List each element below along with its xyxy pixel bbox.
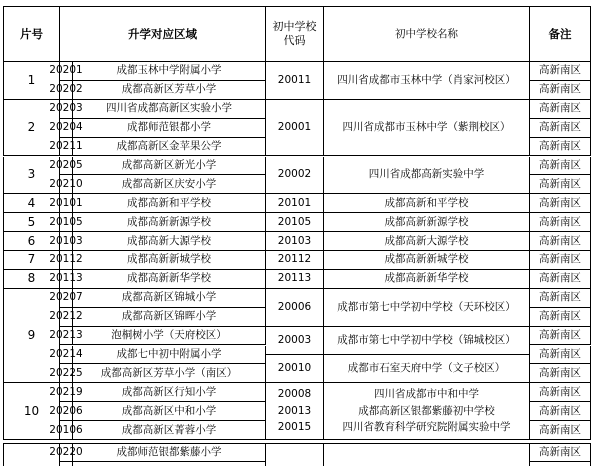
primary-code-cell: 20201 bbox=[60, 62, 73, 81]
primary-name-cell: 成都高新区中和小学 bbox=[73, 402, 266, 421]
primary-name-cell: 成都高新新城学校 bbox=[73, 251, 266, 270]
note-cell: 高新南区 bbox=[530, 421, 591, 440]
middle-school-code-cell: 20001 bbox=[266, 100, 324, 157]
primary-code-cell: 20206 bbox=[60, 402, 73, 421]
note-cell: 高新南区 bbox=[530, 251, 591, 270]
seq-cell: 10 bbox=[3, 383, 60, 440]
primary-code-cell: 20207 bbox=[60, 289, 73, 308]
note-cell: 高新南区 bbox=[530, 308, 591, 327]
middle-school-code-cell: 20003 bbox=[266, 327, 324, 355]
primary-code-cell: 20225 bbox=[60, 364, 73, 383]
note-cell: 高新南区 bbox=[530, 327, 591, 346]
note-cell: 高新南区 bbox=[530, 289, 591, 308]
middle-school-name-cell: 成都高新和平学校 bbox=[324, 194, 530, 213]
primary-code-cell: 20112 bbox=[60, 251, 73, 270]
primary-name-cell: 成都高新区庆安小学 bbox=[73, 175, 266, 194]
note-cell: 高新南区 bbox=[530, 270, 591, 289]
primary-code-cell: 20211 bbox=[60, 138, 73, 157]
primary-name-cell: 成都高新区新光小学 bbox=[73, 157, 266, 176]
note-cell: 高新南区 bbox=[530, 138, 591, 157]
middle-school-name-cell: 成都高新大源学校 bbox=[324, 232, 530, 251]
middle-school-name-cell bbox=[324, 443, 530, 466]
primary-code-cell: 20210 bbox=[60, 175, 73, 194]
note-cell: 高新南区 bbox=[530, 119, 591, 138]
note-cell: 高新南区 bbox=[530, 346, 591, 365]
middle-school-name-cell: 成都高新新城学校 bbox=[324, 251, 530, 270]
primary-code-cell: 20202 bbox=[60, 81, 73, 100]
header-note: 备注 bbox=[530, 6, 591, 62]
primary-code-cell: 20214 bbox=[60, 346, 73, 365]
note-cell: 高新南区 bbox=[530, 194, 591, 213]
primary-name-cell: 成都高新区芳草小学（南区） bbox=[73, 364, 266, 383]
middle-school-name-cell: 四川省成都高新实验中学 bbox=[324, 157, 530, 195]
primary-name-cell: 成都高新区锦城小学 bbox=[73, 289, 266, 308]
primary-name-cell bbox=[73, 462, 266, 466]
primary-code-cell: 20220 bbox=[60, 443, 73, 462]
primary-name-cell: 成都高新区锦晖小学 bbox=[73, 308, 266, 327]
primary-name-cell: 成都七中初中附属小学 bbox=[73, 346, 266, 365]
middle-school-name-cell: 成都市石室天府中学（文子校区） bbox=[324, 355, 530, 383]
middle-school-name-cell: 成都高新新华学校 bbox=[324, 270, 530, 289]
middle-school-code: 20015 bbox=[277, 421, 312, 434]
primary-name-cell: 成都高新区金苹果公学 bbox=[73, 138, 266, 157]
seq-cell: 8 bbox=[3, 270, 60, 289]
primary-code-cell: 20219 bbox=[60, 383, 73, 402]
middle-school-code-cell: 20112 bbox=[266, 251, 324, 270]
seq-cell: 1 bbox=[3, 62, 60, 100]
middle-school-name: 成都高新区银都紫藤初中学校 bbox=[358, 404, 495, 417]
middle-school-code-cell: 20002 bbox=[266, 157, 324, 195]
primary-code-cell: 20212 bbox=[60, 308, 73, 327]
primary-name-cell: 成都高新和平学校 bbox=[73, 194, 266, 213]
note-cell: 高新南区 bbox=[530, 81, 591, 100]
note-cell: 高新南区 bbox=[530, 232, 591, 251]
primary-code-cell bbox=[60, 462, 73, 466]
note-cell: 高新南区 bbox=[530, 213, 591, 232]
header-name: 初中学校名称 bbox=[324, 6, 530, 62]
primary-code-cell: 20113 bbox=[60, 270, 73, 289]
header-seq: 片号 bbox=[3, 6, 60, 62]
note-cell: 高新南区 bbox=[530, 383, 591, 402]
middle-school-code-cell: 20105 bbox=[266, 213, 324, 232]
middle-school-code-cell: 20113 bbox=[266, 270, 324, 289]
note-cell: 高新南区 bbox=[530, 62, 591, 81]
seq-cell: 5 bbox=[3, 213, 60, 232]
middle-school-code: 20008 bbox=[277, 388, 312, 401]
header-code: 初中学校代码 bbox=[266, 6, 324, 62]
primary-name-cell: 四川省成都高新区实验小学 bbox=[73, 100, 266, 119]
note-cell: 高新南区 bbox=[530, 402, 591, 421]
primary-name-cell: 成都高新新华学校 bbox=[73, 270, 266, 289]
primary-name-cell: 成都玉林中学附属小学 bbox=[73, 62, 266, 81]
middle-school-name-cell: 成都高新新源学校 bbox=[324, 213, 530, 232]
note-cell: 高新南区 bbox=[530, 100, 591, 119]
middle-school-name: 四川省成都市中和中学 bbox=[374, 388, 479, 401]
primary-name-cell: 成都高新区行知小学 bbox=[73, 383, 266, 402]
seq-cell: 3 bbox=[3, 157, 60, 195]
primary-code-cell: 20204 bbox=[60, 119, 73, 138]
primary-code-cell: 20105 bbox=[60, 213, 73, 232]
note-cell: 高新南区 bbox=[530, 175, 591, 194]
middle-school-code-cell bbox=[266, 443, 324, 466]
primary-name-cell: 成都高新区芳草小学 bbox=[73, 81, 266, 100]
primary-code-cell: 20203 bbox=[60, 100, 73, 119]
middle-school-code-cell: 20006 bbox=[266, 289, 324, 327]
primary-code-cell: 20106 bbox=[60, 421, 73, 440]
primary-code-cell: 20101 bbox=[60, 194, 73, 213]
middle-school-name-cell: 四川省成都市玉林中学（肖家河校区） bbox=[324, 62, 530, 100]
middle-school-code-cell: 20011 bbox=[266, 62, 324, 100]
middle-school-name-cell: 成都市第七中学初中学校（天环校区） bbox=[324, 289, 530, 327]
middle-school-code-cell: 20103 bbox=[266, 232, 324, 251]
note-cell: 高新南区 bbox=[530, 157, 591, 176]
primary-name-cell: 泡桐树小学（天府校区） bbox=[73, 327, 266, 346]
primary-name-cell: 成都高新区菁蓉小学 bbox=[73, 421, 266, 440]
primary-name-cell: 成都高新大源学校 bbox=[73, 232, 266, 251]
primary-code-cell: 20205 bbox=[60, 157, 73, 176]
primary-code-cell: 20213 bbox=[60, 327, 73, 346]
primary-name-cell: 成都师范银都小学 bbox=[73, 119, 266, 138]
middle-school-name-cell: 四川省成都市玉林中学（紫荆校区） bbox=[324, 100, 530, 157]
middle-school-code-cell bbox=[266, 383, 324, 440]
middle-school-code-cell: 20010 bbox=[266, 355, 324, 383]
primary-code-cell: 20103 bbox=[60, 232, 73, 251]
note-cell: 高新南区 bbox=[530, 443, 591, 462]
note-cell: 高新南区 bbox=[530, 364, 591, 383]
primary-name-cell: 成都师范银都紫藤小学 bbox=[73, 443, 266, 462]
header-area: 升学对应区域 bbox=[60, 6, 266, 62]
middle-school-name-cell bbox=[324, 383, 530, 440]
seq-cell: 9 bbox=[3, 289, 60, 384]
middle-school-name: 四川省教育科学研究院附属实验中学 bbox=[342, 421, 511, 434]
seq-cell: 6 bbox=[3, 232, 60, 251]
primary-name-cell: 成都高新新源学校 bbox=[73, 213, 266, 232]
seq-cell: 7 bbox=[3, 251, 60, 270]
seq-cell: 2 bbox=[3, 100, 60, 157]
note-cell bbox=[530, 462, 591, 466]
middle-school-code-cell: 20101 bbox=[266, 194, 324, 213]
seq-cell: 4 bbox=[3, 194, 60, 213]
middle-school-name-cell: 成都市第七中学初中学校（锦城校区） bbox=[324, 327, 530, 355]
middle-school-code: 20013 bbox=[277, 404, 312, 417]
